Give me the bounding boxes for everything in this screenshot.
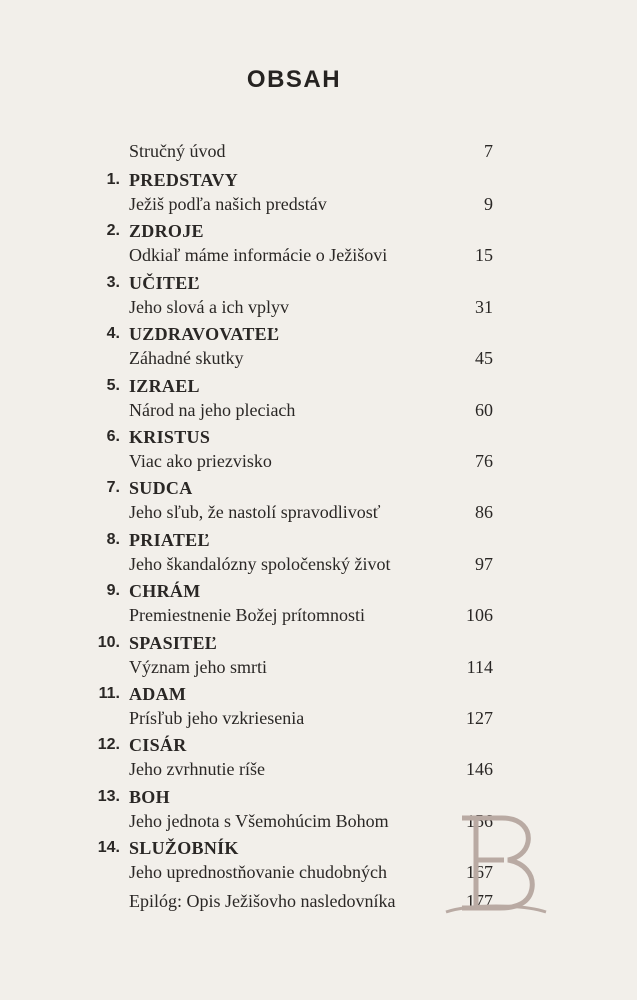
toc-chapter-heading-row <box>0 785 637 809</box>
chapter-subtitle: Jeho jednota s Všemohúcim Bohom <box>129 811 389 831</box>
toc-intro-label: Stručný úvod <box>129 141 226 161</box>
chapter-subtitle: Význam jeho smrti <box>129 657 267 677</box>
toc-chapter-heading-row <box>0 682 637 706</box>
chapter-subtitle: Jeho škandalózny spoločenský život <box>129 554 391 574</box>
toc-chapter-sub-row <box>0 603 637 627</box>
chapter-subtitle: Národ na jeho pleciach <box>129 400 296 420</box>
chapter-subtitle: Jeho zvrhnutie ríše <box>129 759 265 779</box>
chapter-page: 45 <box>475 348 493 368</box>
chapter-page: 156 <box>466 811 493 831</box>
toc-chapter-heading-row <box>0 476 637 500</box>
chapter-page: 60 <box>475 400 493 420</box>
toc-chapter-sub-row <box>0 500 637 524</box>
publisher-logo <box>440 808 552 918</box>
toc-chapter-sub-row <box>0 449 637 473</box>
chapter-number: 7. <box>106 479 120 496</box>
chapter-page: 146 <box>466 759 493 779</box>
chapter-page: 9 <box>484 194 493 214</box>
toc-chapter-sub-row <box>0 552 637 576</box>
toc-chapter-sub-row <box>0 655 637 679</box>
chapter-subtitle: Jeho slová a ich vplyv <box>129 297 289 317</box>
toc-chapter-sub-row <box>0 757 637 781</box>
chapter-heading: UČITEĽ <box>129 273 200 293</box>
chapter-heading: SPASITEĽ <box>129 633 218 653</box>
chapter-heading: UZDRAVOVATEĽ <box>129 324 280 344</box>
toc-chapter-heading-row <box>0 631 637 655</box>
toc-chapter-heading-row <box>0 322 637 346</box>
chapter-number: 4. <box>106 325 120 342</box>
chapter-subtitle: Záhadné skutky <box>129 348 244 368</box>
toc-intro-row <box>0 139 637 163</box>
toc-chapter-heading-row <box>0 425 637 449</box>
chapter-heading: BOH <box>129 787 170 807</box>
chapter-page: 127 <box>466 708 493 728</box>
chapter-subtitle: Ježiš podľa našich predstáv <box>129 194 327 214</box>
chapter-page: 97 <box>475 554 493 574</box>
chapter-heading: ADAM <box>129 684 187 704</box>
chapter-page: 86 <box>475 502 493 522</box>
toc-chapter-sub-row <box>0 346 637 370</box>
chapter-number: 8. <box>106 531 120 548</box>
chapter-subtitle: Jeho sľub, že nastolí spravodlivosť <box>129 502 381 522</box>
chapter-page: 76 <box>475 451 493 471</box>
toc-chapter-sub-row <box>0 706 637 730</box>
chapter-number: 12. <box>97 736 120 753</box>
toc-chapter-heading-row <box>0 579 637 603</box>
chapter-heading: CHRÁM <box>129 581 201 601</box>
chapter-number: 10. <box>97 634 120 651</box>
toc-chapter-heading-row <box>0 733 637 757</box>
chapter-heading: SUDCA <box>129 478 193 498</box>
chapter-subtitle: Odkiaľ máme informácie o Ježišovi <box>129 245 388 265</box>
chapter-subtitle: Jeho uprednostňovanie chudobných <box>129 862 387 882</box>
chapter-number: 9. <box>106 582 120 599</box>
chapter-number: 13. <box>97 788 120 805</box>
chapter-heading: PRIATEĽ <box>129 530 210 550</box>
chapter-number: 3. <box>106 274 120 291</box>
chapter-subtitle: Prísľub jeho vzkriesenia <box>129 708 305 728</box>
chapter-heading: CISÁR <box>129 735 187 755</box>
toc-chapter-heading-row <box>0 374 637 398</box>
toc-chapter-heading-row <box>0 528 637 552</box>
chapter-number: 11. <box>98 685 120 702</box>
chapter-number: 6. <box>106 428 120 445</box>
toc-chapter-sub-row <box>0 243 637 267</box>
toc-chapter-heading-row <box>0 271 637 295</box>
chapter-number: 2. <box>106 222 120 239</box>
toc-epilog-page: 177 <box>466 891 493 911</box>
chapter-heading: ZDROJE <box>129 221 204 241</box>
toc-chapter-heading-row <box>0 168 637 192</box>
chapter-heading: KRISTUS <box>129 427 211 447</box>
toc-chapter-sub-row <box>0 192 637 216</box>
toc-intro-page: 7 <box>484 141 493 161</box>
toc-chapter-sub-row <box>0 398 637 422</box>
chapter-page: 31 <box>475 297 493 317</box>
chapter-number: 1. <box>106 171 120 188</box>
chapter-page: 106 <box>466 605 493 625</box>
chapter-number: 5. <box>106 377 120 394</box>
chapter-page: 167 <box>466 862 493 882</box>
toc-chapter-heading-row <box>0 219 637 243</box>
toc-chapter-sub-row <box>0 295 637 319</box>
toc-epilog-label: Epilóg: Opis Ježišovho nasledovníka <box>129 891 396 911</box>
page-title: OBSAH <box>246 66 342 93</box>
chapter-heading: PREDSTAVY <box>129 170 239 190</box>
chapter-number: 14. <box>97 839 120 856</box>
chapter-subtitle: Premiestnenie Božej prítomnosti <box>129 605 365 625</box>
chapter-page: 15 <box>475 245 493 265</box>
chapter-page: 114 <box>466 657 493 677</box>
chapter-heading: SLUŽOBNÍK <box>129 838 239 858</box>
chapter-subtitle: Viac ako priezvisko <box>129 451 272 471</box>
chapter-heading: IZRAEL <box>129 376 200 396</box>
